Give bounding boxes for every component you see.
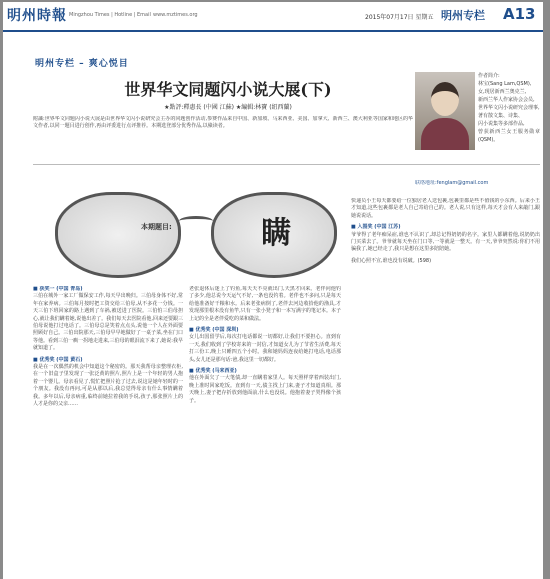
section-heading: ■ 获奖一 (中国 青岛) [33,286,83,292]
story-paragraph: 老张退休后迷上了钓鱼,每天天不亮就出门,天黑才回来。老伴问他钓了多少,他总说今天运气不好,一条也没钓着。老伴也不多问,只是每天给他准备好干粮和水。后来老张病倒了,老伴去河边收拾他的渔具,才发现那里根本没有鱼竿,只有一张小凳子和一本写满字的笔记本。本子上记的全是老伴爱吃的菜和做法。 [189,286,341,322]
author-bio-line: 女,现居新西兰奥克兰, [478,89,527,95]
section-name: 明州专栏 [441,9,485,22]
middle-column [189,286,341,576]
story-paragraph: 我是在一次偶然的机会中知道这个秘密的。那天我帮母亲整理衣柜,在一个旧盒子里发现了一张泛黄的照片,照片上是一个年轻的男人抱着一个婴儿。母亲看见了,慌忙把照片抢了过去,说这是她年轻时的一个朋友。我没有再问,可是从那以后,我总觉得母亲有什么事情瞒着我。多年以后,母亲病重,临终前她拉着我的手说,孩子,那张照片上的人才是你的父亲…… [33,364,183,408]
author-bio-line: 世界华文闪小说研究会理事, [478,105,540,111]
author-email: 联络地址:fenglam@gmail.com [415,180,489,186]
issue-date: 2015年07月17日 星期五 [365,14,434,21]
newspaper-page [3,2,543,579]
intro-paragraph: 附識:世界华文同题闪小说大展是由世界华文闪小说研究会主办的同题创作活动,参赛作品来自中国、新加坡、马来西亚、美国、加拿大、新西兰、澳大利亚等国家和地区的华文作者,以同一题目进行创作,再由评委进行点评推荐。本期选登部分优秀作品,以飨读者。 [33,116,413,130]
sunglasses-illustration [47,188,347,284]
header-website: www.mztimes.org [153,12,198,18]
section-heading: ■ 优秀奖 (马来西亚) [189,368,237,375]
newspaper-logo: 明州時報 [7,8,67,24]
section-heading: ■ 优秀奖 (中国 深圳) [189,327,239,334]
story-paragraph: 女儿出国留学后,每次打电话都说一切都好,让我们不要担心。直到有一天,我们收到了学校寄来的一封信,才知道女儿为了节省生活费,每天打三份工,晚上只睡四五个小时。我和她妈妈连夜给她打电话,电话那头,女儿还是那句话:爸,我这里一切都好。 [189,334,341,363]
left-column [33,286,183,576]
author-bio-line: 闪小说集等多部作品, [478,121,525,127]
section-heading: ■ 优秀奖 (中国 黄石) [33,356,83,363]
story-paragraph: 三伯在城外一家工厂做保安工作,每天早出晚归。三伯母身体不好,常年在家养病。三伯每月按时把工资交给三伯母,从不多花一分钱。一天三伯下班回家的路上遇到了车祸,被送进了医院。三伯怕三伯母担心,就让我们瞒着她,说他出差了。我们每天去医院看他,回来还要跟三伯母说他打过电话了。三伯母总是笑着点点头,说他一个人在外面要照顾好自己。三伯出院那天,三伯母早早地做好了一桌子菜,坐在门口等他。看到三伯一瘸一拐地走进来,三伯母的眼泪流下来了,她说:我早就知道了。 [33,293,183,352]
left-lens [55,192,181,278]
story-paragraph: 爷爷得了老年痴呆症,谁也不认识了,却总记得奶奶的名字。家里人都瞒着他,说奶奶出门买菜去了。爷爷就每天坐在门口等,一等就是一整天。有一天,爷爷突然说:你们不用骗我了,她已经走了,我只是想在这里多陪陪她。 [351,231,540,253]
page-number: A13 [503,5,536,23]
topic-label: 本期题目: [141,223,172,231]
author-face [431,82,459,116]
spacer [33,168,47,178]
header-contacts: Mingzhou Times | Hotline | Email [69,12,151,18]
author-bio-line: 林宝(Sang Lam,QSM), [478,81,532,87]
author-body [421,118,469,150]
article-byline: ★點評:釋惠長 (中國 江蘇) ★編輯:林寶 (紐西蘭) [164,104,292,111]
section-heading: ■ 入围奖 (中国 江苏) [351,224,401,231]
glasses-bridge [179,216,213,226]
right-column [351,198,540,576]
article-title: 世界华文同题闪小说大展(下) [124,80,332,99]
author-bio-line: 著有散文集、诗集、 [478,113,524,119]
author-photo [415,72,475,150]
topic-character: 瞒 [261,216,291,251]
author-bio-line: 曾获新西兰女王服务勋章(QSM)。 [478,129,540,143]
column-name: 明州专栏 – 爽心悦目 [35,59,129,69]
author-bio-line: 作者简介: [478,73,500,79]
page-header [3,2,543,32]
story-paragraph: 快递员小王每天都要给一位独居老人送包裹,包裹里都是些不值钱的小东西。后来小王才知道,这些包裹都是老人自己寄给自己的。老人说,只有这样,每天才会有人来敲门,跟她说说话。 [351,198,540,219]
story-paragraph: 他在外面欠了一大笔债,却一直瞒着家里人。每天照样穿着西装出门,晚上准时回家吃饭。直到有一天,债主找上门来,妻子才知道真相。那天晚上,妻子把存折放到他面前,什么也没说。他抱着妻子哭得像个孩子。 [189,375,341,404]
divider [33,164,540,165]
author-bio-line: 新西兰华人作家协会会员, [478,97,535,103]
story-paragraph: 我们心照不宣,谁也没有说破。(598) [351,257,432,264]
